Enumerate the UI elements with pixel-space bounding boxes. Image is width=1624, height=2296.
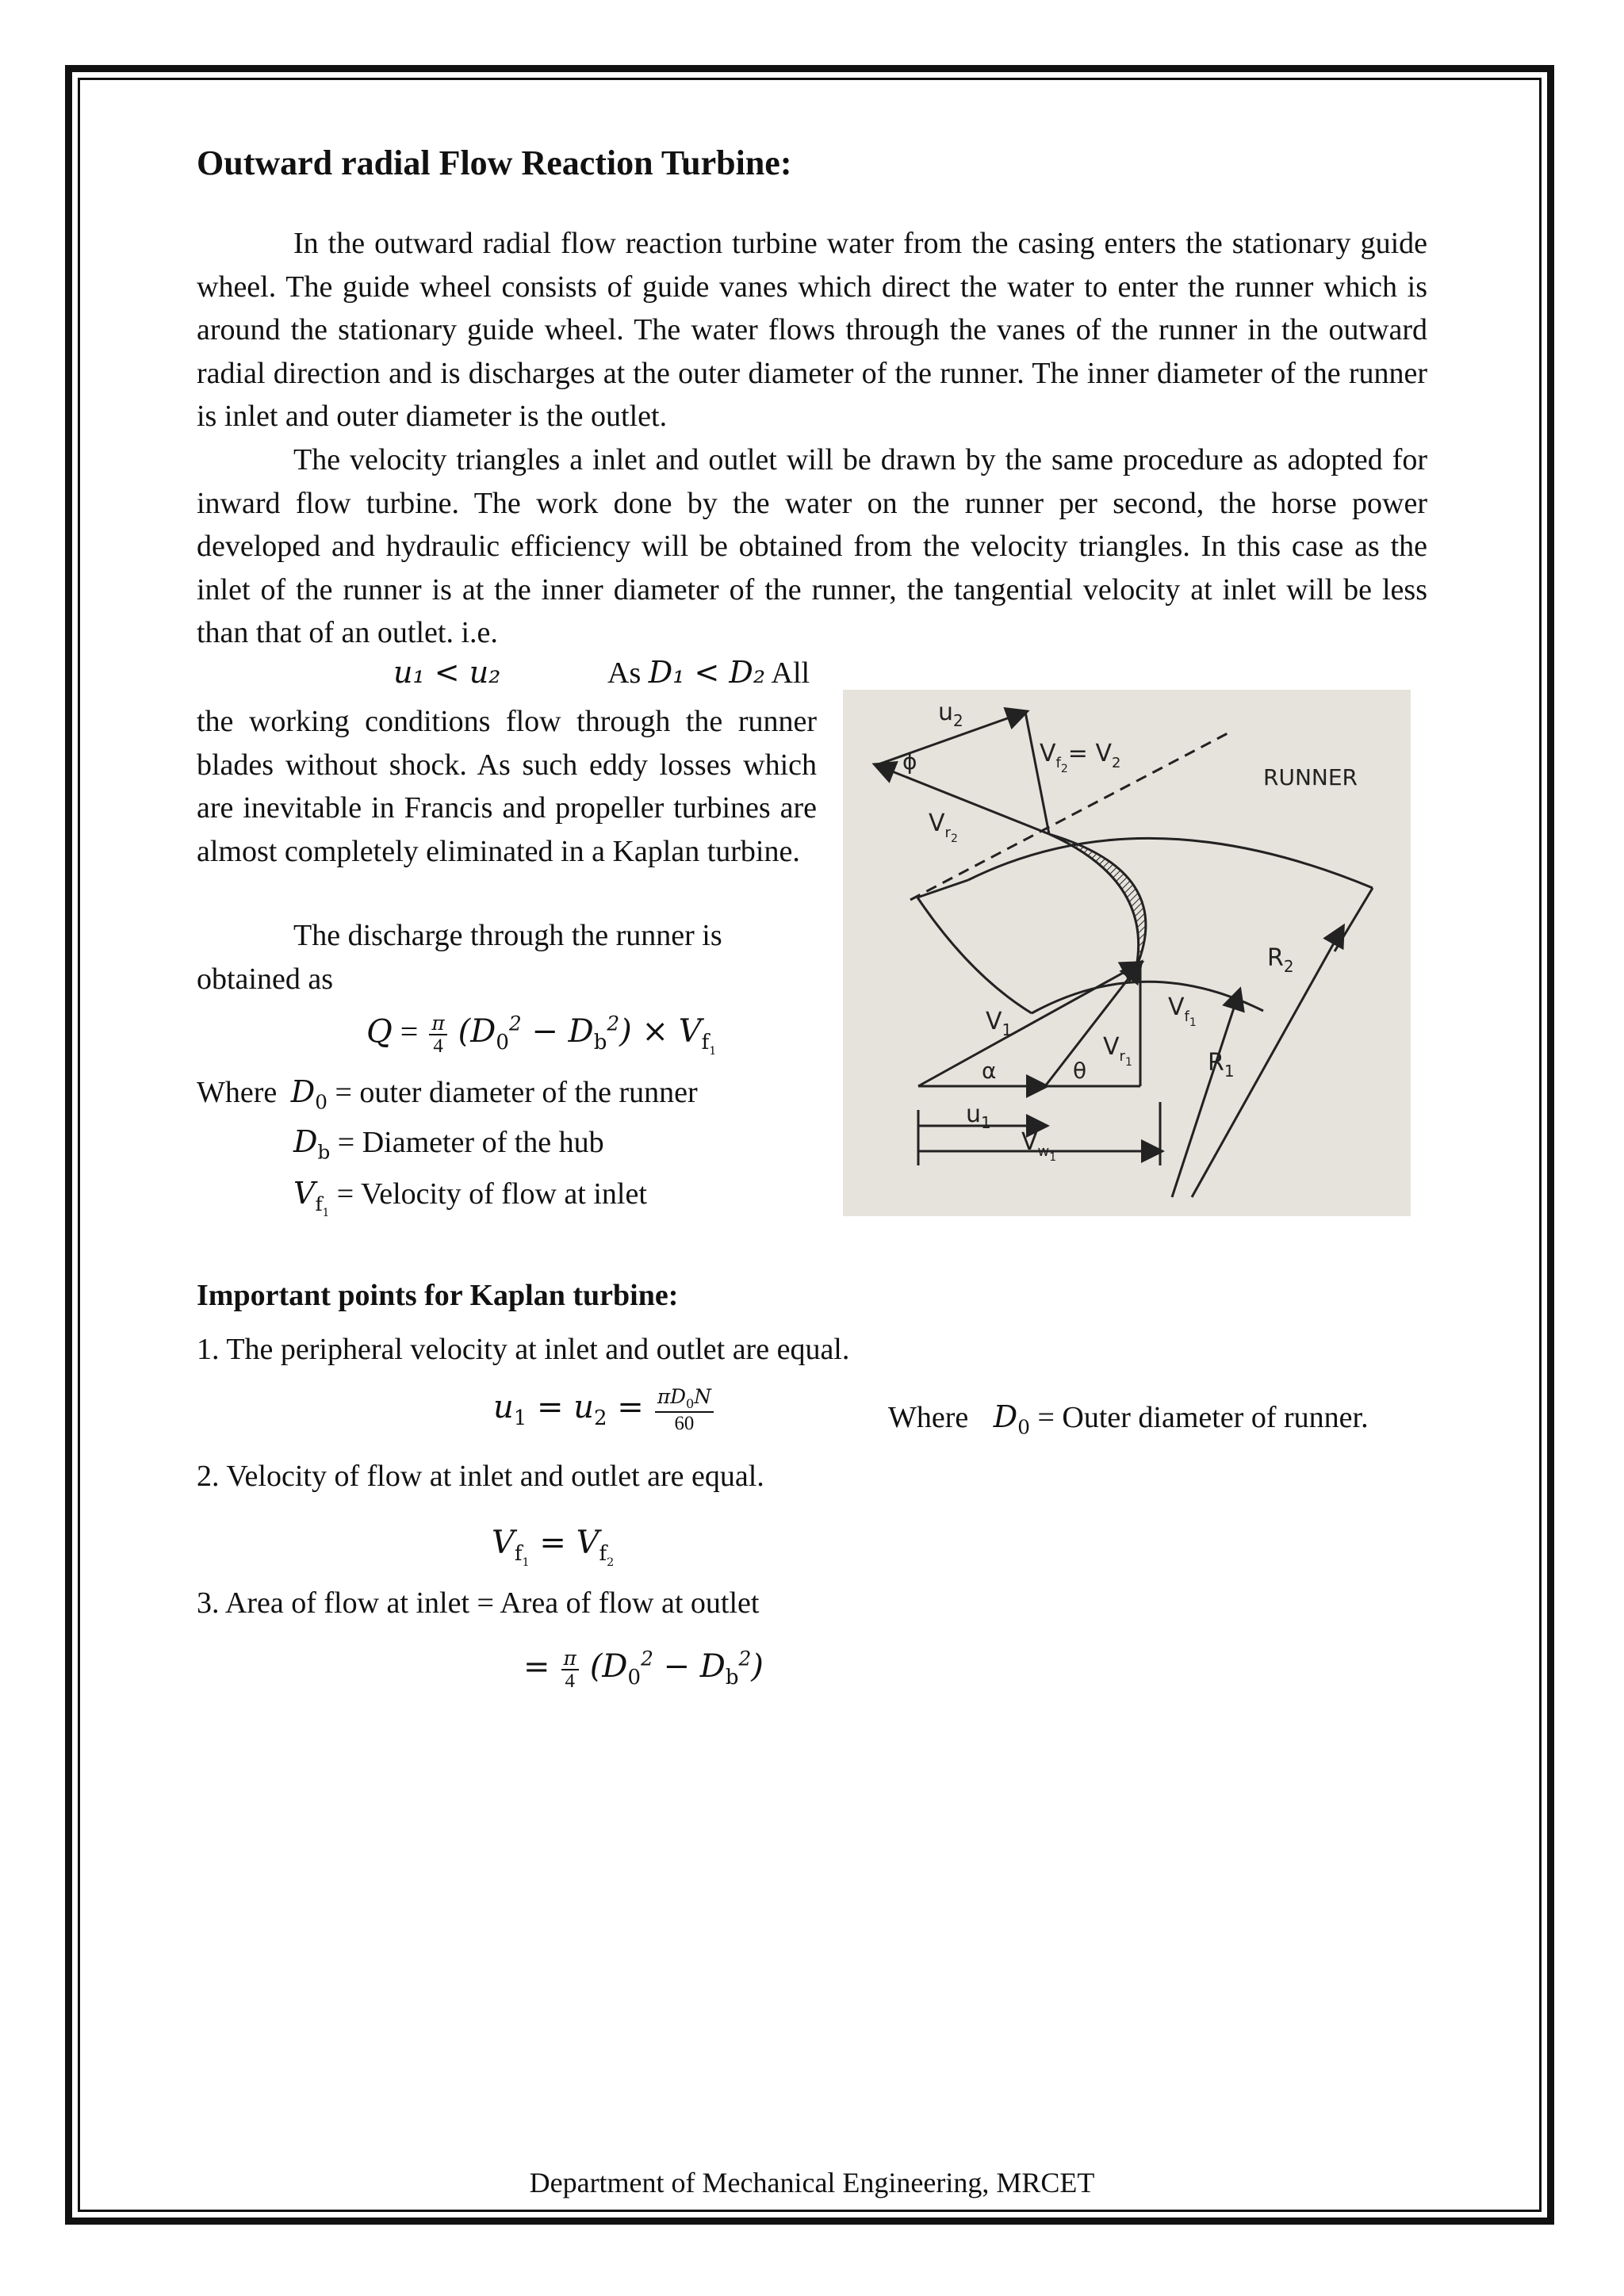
where-label: Where	[197, 1076, 278, 1109]
label-v1: $V_1$	[986, 1008, 1013, 1039]
label-vr2: $V_{r2}$	[929, 809, 958, 845]
as-label: As	[607, 656, 642, 690]
point-1-where-line: Where $D_0$ = Outer diameter of runner.	[888, 1399, 1369, 1439]
section-heading: Important points for Kaplan turbine:	[197, 1279, 679, 1312]
paragraph-3: the working conditions flow through the runner blades without shock. As such eddy losses which are inevitable in Francis and propeller turbines are almost completely eliminated in a Kaplan turbine.	[197, 705, 817, 868]
pi-over-4-fraction-2: $\frac{\pi}{4}$	[561, 1647, 579, 1693]
paragraph-2	[197, 438, 1427, 655]
paragraph-1-text: In the outward radial flow reaction turbine water from the casing enters the stationary guide wheel. The guide wheel consists of guide vanes which direct the water to enter the runner which is around the stationary guide wheel. The water flows through the vanes of the runner in the outward radial direction and is discharges at the outer diameter of the runner. The inner diameter of the runner is inlet and outer diameter is the outlet.	[197, 227, 1427, 434]
label-vw1: $V_{w1}$	[1021, 1128, 1057, 1164]
equation-u1-lt-u2-text: u₁ < u₂	[393, 655, 501, 690]
as-clause	[607, 655, 810, 691]
paragraph-4-line2: obtained as	[197, 962, 334, 996]
runner-right-edge	[1335, 888, 1373, 951]
peripheral-velocity-formula: $u_1 = u_2$ = $\frac{\pi D_0N}{60}$	[493, 1386, 717, 1434]
label-u2: $u_2$	[938, 698, 963, 730]
point-1: 1. The peripheral velocity at inlet and outlet are equal.	[197, 1333, 850, 1366]
label-r1: $R_1$	[1208, 1049, 1235, 1081]
v1-vector	[918, 963, 1140, 1086]
velocity-triangle-diagram	[843, 690, 1411, 1216]
point-1-where: Where	[888, 1401, 969, 1434]
label-u1: $u_1$	[966, 1100, 991, 1132]
label-vr1: $V_{r1}$	[1103, 1033, 1132, 1069]
label-alpha: α	[982, 1058, 997, 1084]
label-runner: RUNNER	[1263, 764, 1358, 790]
paragraph-2-text: The velocity triangles a inlet and outlet will be drawn by the same procedure as adopted for inward flow turbine. The work done by the water on the runner per second, the horse power developed and hydraulic efficiency will be obtained from the velocity triangles. In this case as the inlet of the runner is at the inner diameter of the runner, the tangential velocity at inlet will be less than that of an outlet. i.e.	[197, 443, 1427, 650]
paragraph-4-line1: The discharge through the runner is	[293, 919, 722, 952]
all-label: All	[771, 656, 810, 690]
label-phi: ϕ	[902, 748, 917, 775]
flow-velocity-equality: $V_{f_1} = V_{f_2}$	[492, 1525, 615, 1570]
area-formula: = $\frac{\pi}{4}$ $(D_0^2 - D_b^2)$	[523, 1647, 764, 1693]
label-r2: $R_2$	[1267, 944, 1294, 976]
label-theta: θ	[1073, 1058, 1087, 1084]
runner-outer-arc	[968, 838, 1373, 888]
pi-over-4-fraction: $\frac{\pi}{4}$	[429, 1012, 446, 1058]
vf1-line: $V_{f_1}$ = Velocity of flow at inlet	[293, 1176, 647, 1219]
page-title: Outward radial Flow Reaction Turbine:	[197, 144, 792, 182]
def-vf1: = Velocity of flow at inlet	[336, 1177, 647, 1211]
r1-radius	[1172, 991, 1239, 1197]
where-d0-line: Where $D_0$ = outer diameter of the runner	[197, 1074, 698, 1114]
def-db: = Diameter of the hub	[337, 1126, 604, 1159]
runner-blade	[1049, 834, 1146, 967]
point-1-def: = Outer diameter of runner.	[1037, 1401, 1369, 1434]
velocity-triangle-figure	[843, 690, 1411, 1216]
runner-left-edge2	[917, 897, 1032, 1013]
label-vf1: $V_{f1}$	[1168, 993, 1197, 1029]
v2-vector	[1025, 712, 1049, 834]
pi-d0-n-over-60-fraction: $\frac{\pi D_0N}{60}$	[655, 1386, 714, 1434]
runner-inner-arc	[1032, 982, 1263, 1013]
point-2: 2. Velocity of flow at inlet and outlet are equal.	[197, 1460, 764, 1493]
equation-d1-lt-d2: D₁ < D₂	[648, 655, 766, 690]
equation-u1-lt-u2	[393, 655, 500, 691]
point-3: 3. Area of flow at inlet = Area of flow at outlet	[197, 1586, 760, 1620]
db-line: $D_b$ = Diameter of the hub	[293, 1124, 604, 1164]
def-d0: = outer diameter of the runner	[335, 1076, 698, 1109]
vr2-vector	[876, 765, 1049, 834]
discharge-formula: Q = $\frac{\pi}{4}$ $(D_0^2 - D_b^2) \times V_{f_1}$	[366, 1012, 717, 1058]
paragraph-1	[197, 222, 1427, 438]
page-footer: Department of Mechanical Engineering, MRCET	[529, 2167, 1095, 2198]
label-vf2: $V_{f2}= V_2$	[1040, 740, 1121, 775]
